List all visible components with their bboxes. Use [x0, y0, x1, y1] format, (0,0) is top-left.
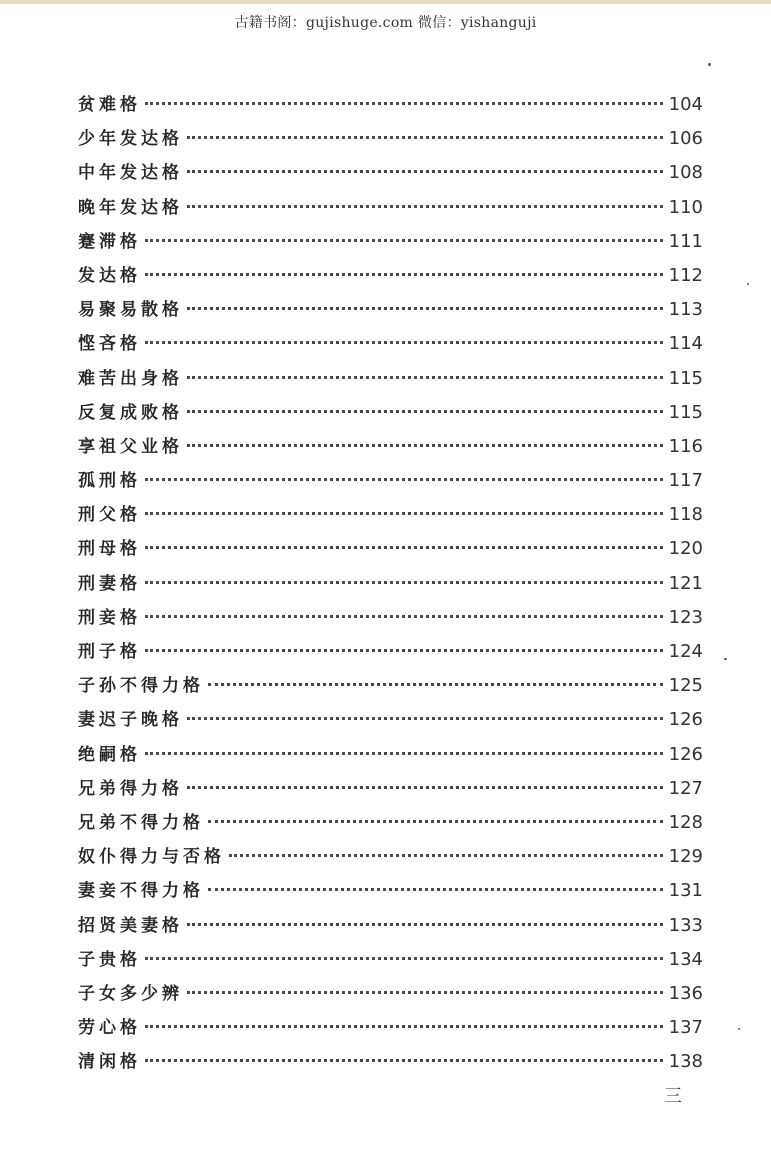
dot-leader [229, 854, 663, 857]
toc-entry-page: 126 [668, 709, 703, 731]
toc-entry [78, 1011, 703, 1045]
toc-entry [78, 840, 703, 874]
toc-entry [78, 191, 703, 225]
dot-leader [208, 888, 663, 891]
toc-entry-page: 114 [668, 333, 703, 355]
toc-entry-title: 子孙不得力格 [78, 676, 204, 697]
toc-entry-page: 121 [668, 572, 703, 594]
toc-entry-page: 115 [668, 367, 703, 389]
scan-speck [708, 63, 711, 66]
toc-entry-title: 招贤美妻格 [78, 915, 183, 936]
toc-entry-title: 清闲格 [78, 1052, 141, 1073]
toc-entry-title: 兄弟不得力格 [78, 812, 204, 833]
toc-entry-title: 享祖父业格 [78, 436, 183, 457]
toc-entry-page: 120 [668, 538, 703, 560]
toc-entry [78, 430, 703, 464]
toc-entry [78, 772, 703, 806]
dot-leader [145, 102, 663, 105]
toc-entry [78, 396, 703, 430]
dot-leader [208, 820, 663, 823]
toc-entry-page: 117 [668, 470, 703, 492]
toc-entry-title: 少年发达格 [78, 129, 183, 150]
toc-entry-title: 兄弟得力格 [78, 778, 183, 799]
toc-entry-title: 贫难格 [78, 95, 141, 115]
dot-leader [187, 307, 663, 310]
dot-leader [187, 786, 663, 789]
toc-entry-title: 妻迟子晚格 [78, 710, 183, 731]
toc-entry-title: 刑父格 [78, 505, 141, 526]
toc-entry-title: 难苦出身格 [78, 368, 183, 389]
dot-leader [145, 581, 663, 584]
toc-entry-page: 126 [668, 743, 703, 765]
toc-entry-page: 118 [668, 504, 703, 526]
toc-entry [78, 225, 703, 259]
toc-entry-page: 129 [668, 846, 703, 868]
toc-entry-page: 115 [668, 401, 703, 423]
toc-entry-title: 蹇滞格 [78, 231, 141, 252]
toc-entry-title: 易聚易散格 [78, 300, 183, 321]
toc-entry [78, 293, 703, 327]
page-number: 三 [664, 1086, 682, 1107]
toc-entry-page: 131 [668, 880, 703, 902]
toc-entry-page: 133 [668, 914, 703, 936]
toc-entry [78, 806, 703, 840]
toc-entry-page: 108 [668, 162, 703, 184]
toc-entry-page: 111 [668, 230, 703, 252]
dot-leader [187, 136, 663, 139]
dot-leader [187, 991, 663, 994]
toc-entry-title: 刑妾格 [78, 607, 141, 628]
toc-entry-title: 悭吝格 [78, 334, 141, 355]
toc-entry [78, 362, 703, 396]
toc-entry-title: 绝嗣格 [78, 744, 141, 765]
toc-entry-page: 106 [668, 128, 703, 150]
toc-entry-page: 137 [668, 1017, 703, 1039]
dot-leader [145, 649, 663, 652]
dot-leader [187, 923, 663, 926]
toc-entry [78, 601, 703, 635]
toc-entry-title: 妻妾不得力格 [78, 881, 204, 902]
toc-entry [78, 88, 703, 122]
dot-leader [145, 546, 663, 549]
toc-entry-page: 138 [668, 1051, 703, 1073]
toc-entry-title: 奴仆得力与否格 [78, 847, 225, 868]
top-border [0, 0, 771, 4]
dot-leader [187, 444, 663, 447]
dot-leader [145, 1025, 663, 1028]
scan-speck [738, 1028, 740, 1030]
dot-leader [145, 273, 663, 276]
dot-leader [145, 239, 663, 242]
toc-entry-page: 112 [668, 264, 703, 286]
toc-entry [78, 1045, 703, 1079]
toc-entry-page: 125 [668, 675, 703, 697]
toc-entry [78, 909, 703, 943]
dot-leader [145, 1059, 663, 1062]
toc-entry-title: 发达格 [78, 265, 141, 286]
toc-entry-title: 劳心格 [78, 1018, 141, 1039]
scan-speck [747, 283, 749, 285]
toc-entry [78, 259, 703, 293]
toc-entry [78, 122, 703, 156]
scan-speck [724, 658, 727, 660]
toc-entry-page: 113 [668, 299, 703, 321]
toc-entry [78, 977, 703, 1011]
dot-leader [187, 717, 663, 720]
table-of-contents [78, 88, 703, 1079]
toc-entry [78, 703, 703, 737]
toc-entry-title: 晚年发达格 [78, 197, 183, 218]
toc-entry-title: 刑母格 [78, 539, 141, 560]
toc-entry-page: 116 [668, 435, 703, 457]
toc-entry-page: 127 [668, 777, 703, 799]
toc-entry-title: 子贵格 [78, 949, 141, 970]
dot-leader [145, 341, 663, 344]
toc-entry-page: 110 [668, 196, 703, 218]
toc-entry [78, 532, 703, 566]
toc-entry-title: 中年发达格 [78, 163, 183, 184]
toc-entry-title: 刑子格 [78, 642, 141, 662]
dot-leader [145, 615, 663, 618]
toc-entry-page: 124 [668, 641, 703, 662]
toc-entry [78, 943, 703, 977]
watermark-header: 古籍书阁：gujishuge.com 微信：yishanguji [234, 15, 537, 31]
dot-leader [145, 512, 663, 515]
toc-entry-title: 反复成败格 [78, 402, 183, 423]
toc-entry [78, 874, 703, 908]
toc-entry [78, 669, 703, 703]
dot-leader [208, 683, 663, 686]
toc-entry-title: 子女多少辨 [78, 983, 183, 1004]
dot-leader [187, 376, 663, 379]
toc-entry [78, 156, 703, 190]
toc-entry [78, 498, 703, 532]
toc-entry-title: 刑妻格 [78, 573, 141, 594]
toc-entry-page: 123 [668, 606, 703, 628]
dot-leader [145, 752, 663, 755]
toc-entry [78, 464, 703, 498]
dot-leader [187, 410, 663, 413]
dot-leader [145, 957, 663, 960]
toc-entry-page: 128 [668, 811, 703, 833]
toc-entry-title: 孤刑格 [78, 471, 141, 492]
dot-leader [187, 205, 663, 208]
toc-entry [78, 635, 703, 669]
toc-entry [78, 567, 703, 601]
toc-entry-page: 134 [668, 948, 703, 970]
dot-leader [187, 170, 663, 173]
dot-leader [145, 478, 663, 481]
toc-entry [78, 738, 703, 772]
toc-entry [78, 327, 703, 361]
toc-entry-page: 104 [668, 94, 703, 115]
toc-entry-page: 136 [668, 982, 703, 1004]
